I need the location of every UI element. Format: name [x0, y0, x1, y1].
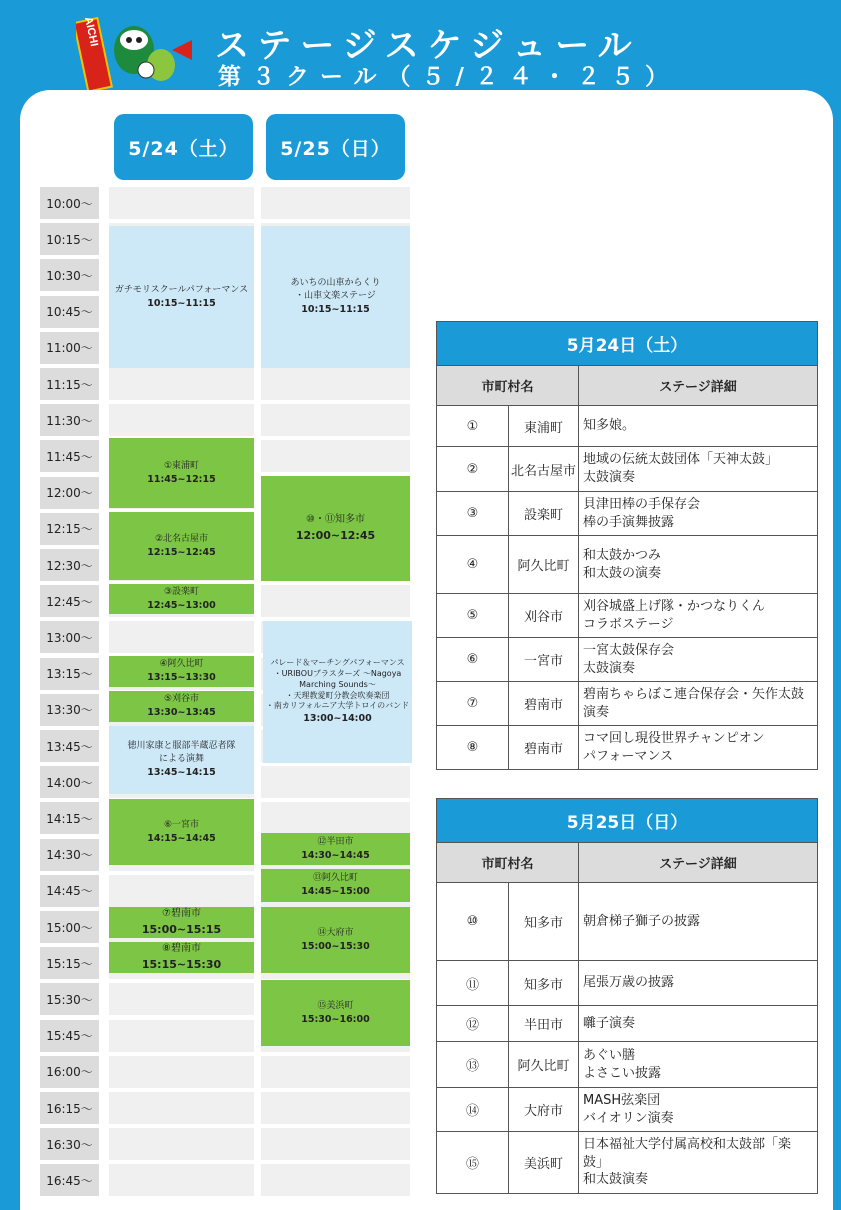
- time-label: 14:00〜: [40, 766, 99, 798]
- table-row: [437, 447, 818, 492]
- event-name: ①東浦町: [163, 460, 200, 471]
- table-row: [437, 492, 818, 536]
- table-row: [437, 638, 818, 682]
- time-label: 11:30〜: [40, 404, 99, 436]
- event-time: 15:30~16:00: [301, 1013, 370, 1025]
- empty-slot: [261, 1128, 410, 1160]
- time-label: 15:30〜: [40, 983, 99, 1015]
- event-name: ⑬阿久比町: [312, 873, 358, 884]
- time-label: 10:15〜: [40, 223, 99, 255]
- time-label: 13:00〜: [40, 621, 99, 653]
- event-time: 13:15~13:30: [147, 672, 216, 684]
- row-detail: 刈谷城盛上げ隊・かつなりくん コラボステージ: [579, 594, 818, 638]
- row-number: ⑪: [437, 961, 509, 1006]
- table-row: [437, 1088, 818, 1132]
- event-time: 13:45~14:15: [147, 767, 216, 779]
- empty-slot: [261, 1164, 410, 1196]
- row-number: ⑭: [437, 1088, 509, 1132]
- header: [0, 0, 841, 95]
- event-block: [109, 726, 254, 794]
- table-row: [437, 961, 818, 1006]
- time-label: 15:45〜: [40, 1020, 99, 1052]
- empty-slot: [109, 1164, 254, 1196]
- event-name: ⑫半田市: [317, 836, 354, 847]
- empty-slot: [261, 766, 410, 798]
- empty-slot: [109, 1020, 254, 1052]
- event-name: ⑥一宮市: [163, 819, 200, 830]
- event-name: ⑤刈谷市: [163, 694, 200, 705]
- event-block: [261, 907, 410, 973]
- time-label: 13:15〜: [40, 658, 99, 690]
- empty-slot: [261, 802, 410, 834]
- time-label: 11:15〜: [40, 368, 99, 400]
- row-number: ⑮: [437, 1132, 509, 1194]
- table-row: [437, 726, 818, 770]
- row-city: 碧南市: [509, 682, 579, 726]
- empty-slot: [261, 1092, 410, 1124]
- time-label: 13:30〜: [40, 694, 99, 726]
- row-city: 碧南市: [509, 726, 579, 770]
- day-header-524: 5/24（土）: [114, 114, 253, 180]
- empty-slot: [109, 1128, 254, 1160]
- table-row: [437, 682, 818, 726]
- time-label: 10:30〜: [40, 259, 99, 291]
- time-label: 15:00〜: [40, 911, 99, 943]
- event-block: [109, 799, 254, 865]
- table-row: [437, 1006, 818, 1042]
- event-time: 12:00~12:45: [295, 528, 376, 542]
- time-label: 12:30〜: [40, 549, 99, 581]
- stage-detail-table-524: [436, 321, 818, 770]
- event-time: 14:45~15:00: [301, 886, 370, 898]
- row-city: 阿久比町: [509, 536, 579, 594]
- row-city: 一宮市: [509, 638, 579, 682]
- empty-slot: [109, 187, 254, 219]
- row-detail: コマ回し現役世界チャンピオン パフォーマンス: [579, 726, 818, 770]
- time-label: 16:00〜: [40, 1056, 99, 1088]
- row-city: 知多市: [509, 961, 579, 1006]
- time-label: 10:45〜: [40, 296, 99, 328]
- time-label: 16:30〜: [40, 1128, 99, 1160]
- event-block: [109, 226, 254, 368]
- table-row: [437, 883, 818, 961]
- empty-slot: [109, 404, 254, 436]
- empty-slot: [261, 585, 410, 617]
- event-block: [263, 621, 412, 763]
- event-name: ⑮美浜町: [317, 1000, 354, 1011]
- event-block: [109, 656, 254, 687]
- time-label: 13:45〜: [40, 730, 99, 762]
- event-name: ⑦碧南市: [162, 908, 201, 920]
- event-time: 13:00~14:00: [303, 713, 372, 725]
- event-name: ⑧碧南市: [162, 943, 201, 955]
- empty-slot: [109, 621, 254, 653]
- event-time: 14:15~14:45: [147, 832, 216, 844]
- event-block: [109, 942, 254, 973]
- time-label: 12:45〜: [40, 585, 99, 617]
- time-label: 12:00〜: [40, 477, 99, 509]
- empty-slot: [261, 368, 410, 400]
- row-city: 半田市: [509, 1006, 579, 1042]
- row-detail: 貝津田棒の手保存会 棒の手演舞披露: [579, 492, 818, 536]
- row-detail: MASH弦楽団 バイオリン演奏: [579, 1088, 818, 1132]
- event-block: [109, 691, 254, 722]
- row-number: ④: [437, 536, 509, 594]
- empty-slot: [261, 187, 410, 219]
- row-city: 阿久比町: [509, 1042, 579, 1088]
- event-name: ⑭大府市: [317, 927, 354, 938]
- event-block: [261, 476, 410, 581]
- event-block: [261, 226, 410, 368]
- row-detail: 和太鼓かつみ 和太鼓の演奏: [579, 536, 818, 594]
- time-label: 16:45〜: [40, 1164, 99, 1196]
- event-block: [109, 512, 254, 580]
- column-header-city: 市町村名: [437, 843, 579, 883]
- column-header-detail: ステージ詳細: [579, 366, 818, 406]
- table-row: [437, 1042, 818, 1088]
- row-detail: 碧南ちゃらぼこ連合保存会・矢作太鼓 演奏: [579, 682, 818, 726]
- row-detail: あぐい膳 よさこい披露: [579, 1042, 818, 1088]
- table-caption: 5月24日（土）: [437, 322, 818, 366]
- row-city: 東浦町: [509, 406, 579, 447]
- row-number: ②: [437, 447, 509, 492]
- row-number: ⑦: [437, 682, 509, 726]
- row-number: ⑬: [437, 1042, 509, 1088]
- row-detail: 地域の伝統太鼓団体「天神太鼓」 太鼓演奏: [579, 447, 818, 492]
- column-header-detail: ステージ詳細: [579, 843, 818, 883]
- row-city: 北名古屋市: [509, 447, 579, 492]
- row-detail: 知多娘。: [579, 406, 818, 447]
- row-number: ①: [437, 406, 509, 447]
- event-time: 13:30~13:45: [147, 707, 216, 719]
- row-number: ⑥: [437, 638, 509, 682]
- event-time: 15:00~15:15: [141, 922, 222, 936]
- time-label: 10:00〜: [40, 187, 99, 219]
- event-time: 12:45~13:00: [147, 599, 216, 611]
- table-caption: 5月25日（日）: [437, 799, 818, 843]
- row-city: 美浜町: [509, 1132, 579, 1194]
- event-name: ②北名古屋市: [154, 533, 209, 544]
- row-detail: 囃子演奏: [579, 1006, 818, 1042]
- event-name: 徳川家康と服部半蔵忍者隊 による演舞: [127, 741, 236, 765]
- table-row: [437, 406, 818, 447]
- empty-slot: [109, 875, 254, 907]
- event-block: [261, 980, 410, 1046]
- page-subtitle: 第３クール（５/２４・２５）: [218, 64, 679, 90]
- row-detail: 一宮太鼓保存会 太鼓演奏: [579, 638, 818, 682]
- row-number: ⑫: [437, 1006, 509, 1042]
- row-detail: 尾張万歳の披露: [579, 961, 818, 1006]
- event-name: あいちの山車からくり ・山車文楽ステージ: [290, 278, 381, 302]
- event-name: パレード＆マーチングパフォーマンス ・URIBOUブラスターズ ～Nagoya Marching Sounds～ ・天理教愛町分教会吹奏楽団 ・南カリフォルニア大学トロイのバンド: [265, 658, 410, 711]
- time-label: 12:15〜: [40, 513, 99, 545]
- row-city: 大府市: [509, 1088, 579, 1132]
- svg-text:AICHI: AICHI: [81, 15, 100, 48]
- time-label: 11:45〜: [40, 440, 99, 472]
- aichi-mascot-logo: [76, 10, 196, 92]
- row-number: ⑩: [437, 883, 509, 961]
- row-detail: 日本福祉大学付属高校和太鼓部「楽 鼓」 和太鼓演奏: [579, 1132, 818, 1194]
- event-block: [109, 584, 254, 614]
- row-city: 設楽町: [509, 492, 579, 536]
- page-title: ステージスケジュール: [215, 26, 641, 66]
- column-header-city: 市町村名: [437, 366, 579, 406]
- table-row: [437, 594, 818, 638]
- event-block: [109, 907, 254, 938]
- time-label: 14:15〜: [40, 802, 99, 834]
- empty-slot: [109, 983, 254, 1015]
- event-time: 14:30~14:45: [301, 849, 370, 861]
- empty-slot: [109, 368, 254, 400]
- event-time: 15:00~15:30: [301, 940, 370, 952]
- time-label: 14:30〜: [40, 839, 99, 871]
- event-time: 11:45~12:15: [147, 473, 216, 485]
- event-time: 12:15~12:45: [147, 546, 216, 558]
- empty-slot: [261, 404, 410, 436]
- day-header-525: 5/25（日）: [266, 114, 405, 180]
- event-block: [109, 438, 254, 508]
- row-number: ⑤: [437, 594, 509, 638]
- time-label: 11:00〜: [40, 332, 99, 364]
- event-block: [261, 833, 410, 865]
- event-time: 10:15~11:15: [147, 297, 216, 309]
- empty-slot: [109, 1092, 254, 1124]
- table-row: [437, 536, 818, 594]
- event-time: 10:15~11:15: [301, 304, 370, 316]
- event-name: ④阿久比町: [159, 659, 204, 670]
- row-detail: 朝倉梯子獅子の披露: [579, 883, 818, 961]
- event-name: ⑩・⑪知多市: [306, 514, 365, 526]
- table-row: [437, 1132, 818, 1194]
- time-label: 16:15〜: [40, 1092, 99, 1124]
- time-label: 14:45〜: [40, 875, 99, 907]
- empty-slot: [261, 1056, 410, 1088]
- empty-slot: [261, 440, 410, 472]
- event-name: ガチモリスクールパフォーマンス: [114, 284, 249, 295]
- row-city: 刈谷市: [509, 594, 579, 638]
- stage-detail-table-525: [436, 798, 818, 1194]
- event-name: ③設楽町: [163, 586, 200, 597]
- row-number: ⑧: [437, 726, 509, 770]
- event-block: [261, 869, 410, 902]
- time-label: 15:15〜: [40, 947, 99, 979]
- row-number: ③: [437, 492, 509, 536]
- event-time: 15:15~15:30: [141, 957, 222, 971]
- row-city: 知多市: [509, 883, 579, 961]
- empty-slot: [109, 1056, 254, 1088]
